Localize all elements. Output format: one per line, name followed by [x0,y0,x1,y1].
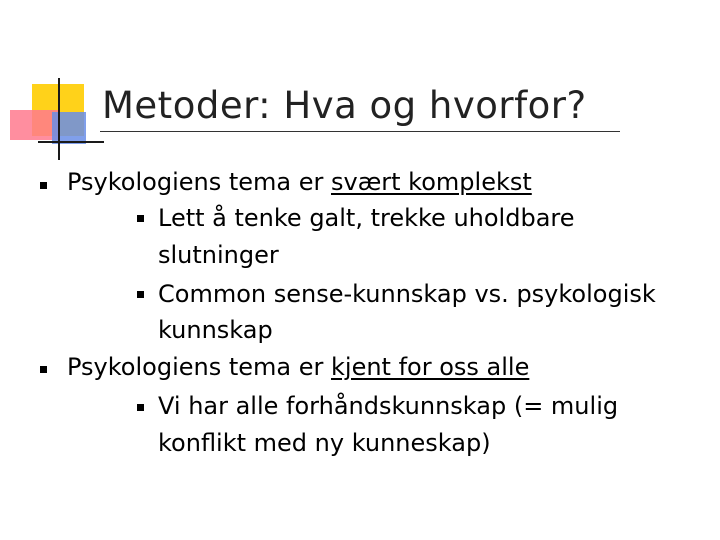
bullet-2-text [67,353,529,382]
bullet-marker [40,182,47,189]
sub-bullet-2-1-line-2: konflikt med ny kunneskap) [158,429,491,457]
sub-bullet-2-1-line-1: Vi har alle forhåndskunnskap (= mulig [158,392,619,420]
bullet-1-text [67,168,532,197]
sub-bullet-marker [137,291,144,298]
bullet-1-prefix: Psykologiens tema er [67,168,331,196]
bullet-1-underlined: svært komplekst [331,168,532,196]
title-rule [100,131,620,132]
sub-bullet-1-2-line-1: Common sense-kunnskap vs. psykologisk [158,280,656,308]
bullet-2-prefix: Psykologiens tema er [67,353,331,381]
sub-bullet-1-1-line-2: slutninger [158,241,279,269]
bullet-marker [40,366,47,373]
sub-bullet-1-2-line-2: kunnskap [158,316,273,344]
sub-bullet-marker [137,404,144,411]
sub-bullet-1-1-line-1: Lett å tenke galt, trekke uholdbare [158,204,575,232]
sub-bullet-marker [137,215,144,222]
slide-title: Metoder: Hva og hvorfor? [102,84,587,127]
bullet-2-underlined: kjent for oss alle [331,353,530,381]
